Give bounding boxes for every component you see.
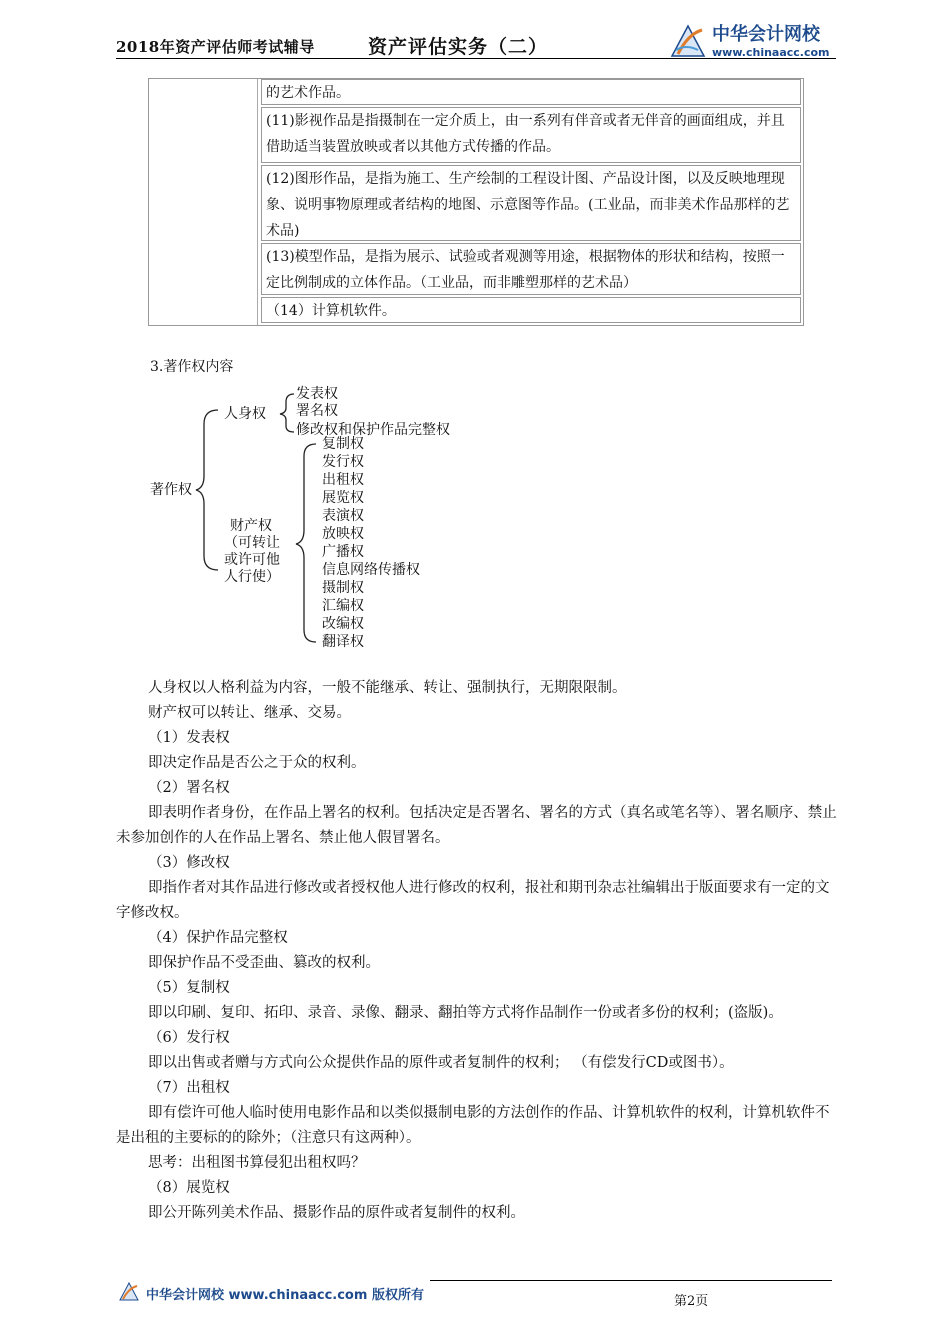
diagram-root: 著作权 xyxy=(150,482,192,498)
subheading: （5）复制权 xyxy=(148,980,230,996)
paragraph: 即以出售或者赠与方式向公众提供作品的原件或者复制件的权利； （有偿发行CD或图书）。 xyxy=(148,1055,734,1071)
diagram-property-item: 表演权 xyxy=(322,508,364,524)
table-left-column xyxy=(149,79,258,325)
diagram-property-item: 复制权 xyxy=(322,436,364,452)
subheading: （7）出租权 xyxy=(148,1080,230,1096)
logo-url: www.chinaacc.com xyxy=(712,46,830,59)
paragraph: 即指作者对其作品进行修改或者授权他人进行修改的权利，报社和期刊杂志社编辑出于版面要求有一定的文字修改权。 xyxy=(116,880,830,921)
footer-copyright: 中华会计网校 www.chinaacc.com 版权所有 xyxy=(146,1288,424,1303)
diagram-property-label: 人行使） xyxy=(224,569,280,585)
diagram-property-item: 信息网络传播权 xyxy=(322,562,420,578)
footer-logo-icon xyxy=(118,1280,140,1302)
diagram-property-item: 发行权 xyxy=(322,454,364,470)
diagram-property-item: 改编权 xyxy=(322,616,364,632)
diagram-property-item: 出租权 xyxy=(322,472,364,488)
logo-mark-icon xyxy=(668,20,708,60)
table-row: 的艺术作品。 xyxy=(261,79,801,105)
footer-rule xyxy=(430,1280,832,1281)
diagram-property-label: （可转让 xyxy=(224,535,280,551)
body-text xyxy=(116,676,840,1226)
table-row: （14）计算机软件。 xyxy=(261,297,801,323)
paragraph: 思考：出租图书算侵犯出租权吗？ xyxy=(148,1155,366,1171)
paragraph: 即表明作者身份，在作品上署名的权利。包括决定是否署名、署名的方式（真名或笔名等）、署名顺序、禁止未参加创作的人在作品上署名、禁止他人假冒署名。 xyxy=(116,805,837,846)
diagram-personal-item: 发表权 xyxy=(296,386,338,402)
paragraph: 财产权可以转让、继承、交易。 xyxy=(148,705,351,721)
diagram-property-item: 展览权 xyxy=(322,490,364,506)
subheading: （3）修改权 xyxy=(148,855,230,871)
subheading: （2）署名权 xyxy=(148,780,230,796)
diagram-property-label: 或许可他 xyxy=(224,552,280,568)
paragraph: 即以印刷、复印、拓印、录音、录像、翻录、翻拍等方式将作品制作一份或者多份的权利；(盗版)。 xyxy=(148,1005,783,1021)
section-title: 3.著作权内容 xyxy=(150,359,234,375)
paragraph: 即公开陈列美术作品、摄影作品的原件或者复制件的权利。 xyxy=(148,1205,525,1221)
subheading: （6）发行权 xyxy=(148,1030,230,1046)
diagram-property-item: 广播权 xyxy=(322,544,364,560)
table-row: (12)图形作品，是指为施工、生产绘制的工程设计图、产品设计图，以及反映地理现象、说明事物原理或者结构的地图、示意图等作品。(工业品，而非美术作品那样的艺术品) xyxy=(261,165,801,241)
diagram-property-item: 摄制权 xyxy=(322,580,364,596)
header-rule xyxy=(116,58,836,59)
works-table xyxy=(148,78,804,326)
diagram-property-item: 翻译权 xyxy=(322,634,364,650)
paragraph: 即保护作品不受歪曲、篡改的权利。 xyxy=(148,955,380,971)
paragraph: 人身权以人格利益为内容，一般不能继承、转让、强制执行，无期限限制。 xyxy=(148,680,627,696)
diagram-property-item: 放映权 xyxy=(322,526,364,542)
logo-name: 中华会计网校 xyxy=(712,24,820,45)
subheading: （4）保护作品完整权 xyxy=(148,930,288,946)
paragraph: 即决定作品是否公之于众的权利。 xyxy=(148,755,366,771)
diagram-personal-item: 修改权和保护作品完整权 xyxy=(296,422,450,438)
paragraph: 即有偿许可他人临时使用电影作品和以类似摄制电影的方法创作的作品、计算机软件的权利，计算机软件不是出租的主要标的的除外；（注意只有这两种）。 xyxy=(116,1105,830,1146)
header-subject-title: 资产评估实务（二） xyxy=(368,36,549,58)
copyright-diagram xyxy=(140,380,480,660)
subheading: （8）展览权 xyxy=(148,1180,230,1196)
table-row: (13)模型作品，是指为展示、试验或者观测等用途，根据物体的形状和结构，按照一定比例制成的立体作品。（工业品，而非雕塑那样的艺术品） xyxy=(261,243,801,295)
diagram-personal-item: 署名权 xyxy=(296,403,338,419)
diagram-property-label: 财产权 xyxy=(230,518,272,534)
page-number: 第2页 xyxy=(674,1294,709,1309)
diagram-personal-rights: 人身权 xyxy=(224,406,266,422)
header-course-title: 2018年资产评估师考试辅导 xyxy=(116,38,315,56)
diagram-property-item: 汇编权 xyxy=(322,598,364,614)
subheading: （1）发表权 xyxy=(148,730,230,746)
table-row: (11)影视作品是指摄制在一定介质上，由一系列有伴音或者无伴音的画面组成，并且借助适当装置放映或者以其他方式传播的作品。 xyxy=(261,107,801,163)
